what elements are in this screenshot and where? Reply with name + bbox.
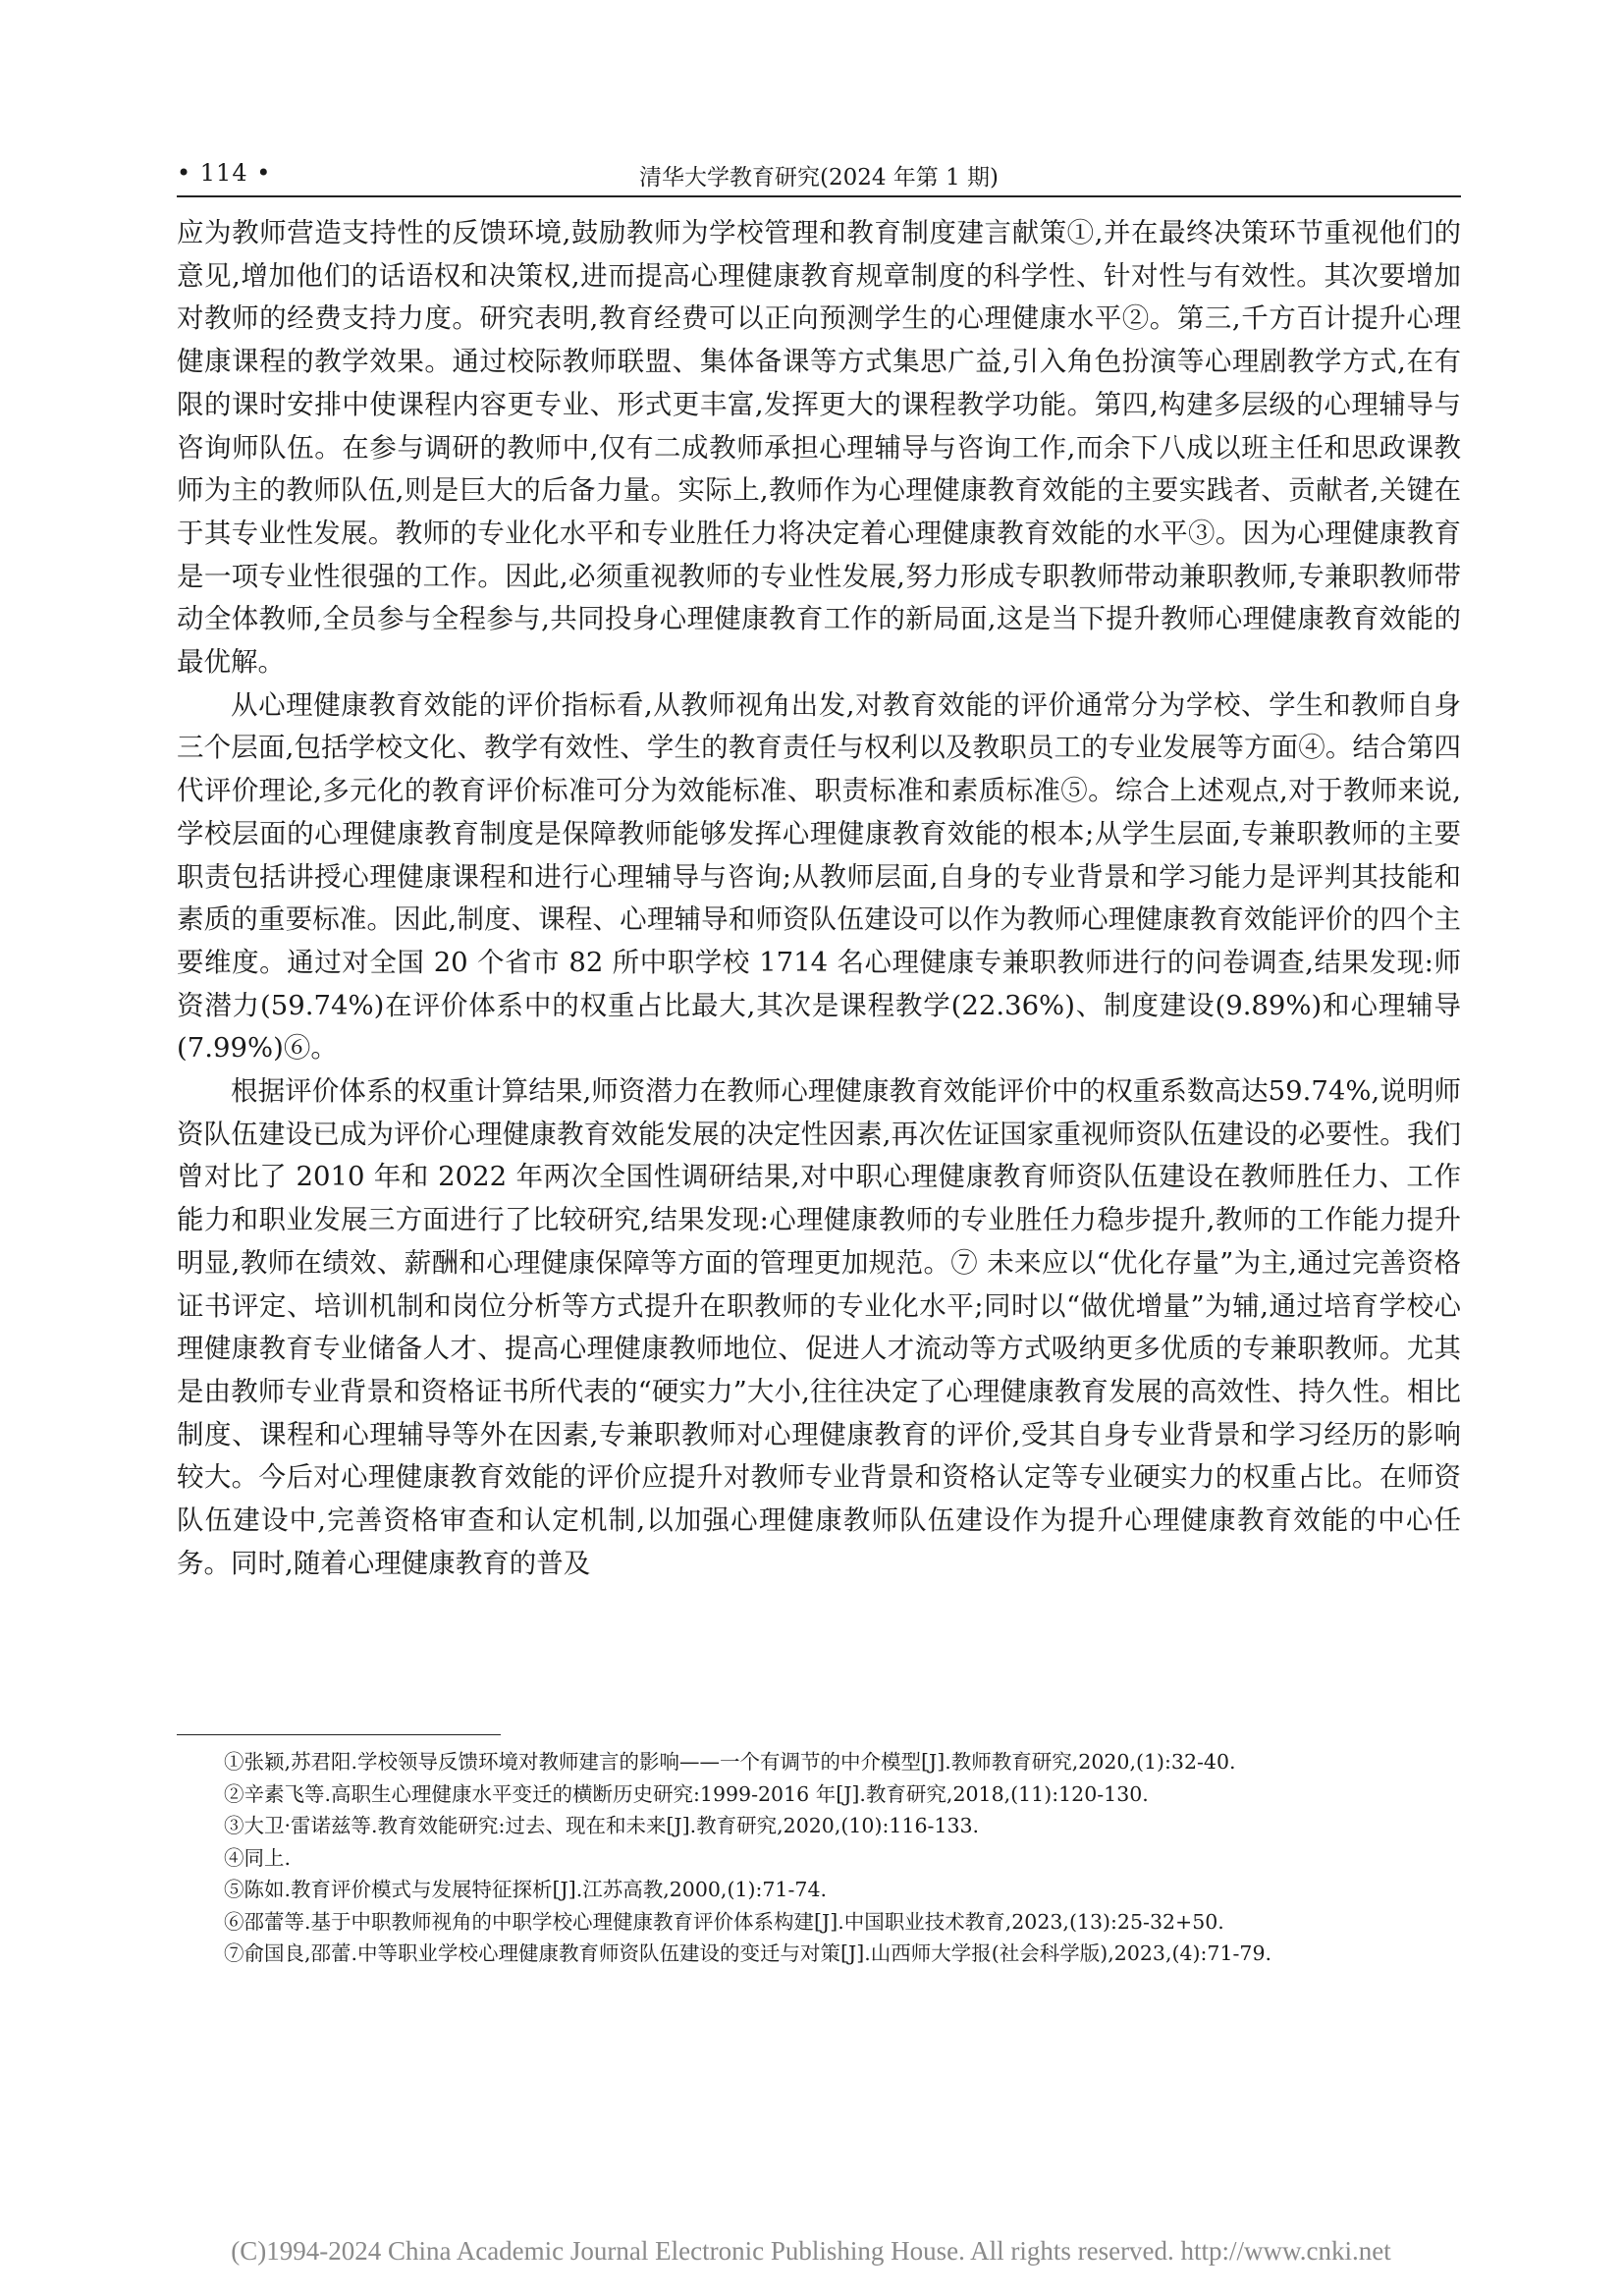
running-header <box>177 147 1461 194</box>
footnote-4: ④同上. <box>224 1845 292 1870</box>
page-number: • 114 • <box>177 159 272 187</box>
footnote-2: ②辛素飞等.高职生心理健康水平变迁的横断历史研究:1999-2016 年[J].教育研究,2018,(11):120-130. <box>224 1781 1149 1806</box>
footnote-7: ⑦俞国良,邵蕾.中等职业学校心理健康教育师资队伍建设的变迁与对策[J].山西师大学报(社会科学版),2023,(4):71-79. <box>224 1941 1272 1965</box>
footnote-rule <box>177 1734 501 1735</box>
footnote-1: ①张颖,苏君阳.学校领导反馈环境对教师建言的影响——一个有调节的中介模型[J].教师教育研究,2020,(1):32-40. <box>224 1750 1236 1774</box>
footnote-6: ⑥邵蕾等.基于中职教师视角的中职学校心理健康教育评价体系构建[J].中国职业技术教育,2023,(13):25-32+50. <box>224 1909 1224 1934</box>
body-text <box>177 212 1461 1586</box>
paragraph-1: 应为教师营造支持性的反馈环境,鼓励教师为学校管理和教育制度建言献策①,并在最终决策环节重视他们的意见,增加他们的话语权和决策权,进而提高心理健康教育规章制度的科学性、针对性与有效性。其次要增加对教师的经费支持力度。研究表明,教育经费可以正向预测学生的心理健康水平②。第三,千方百计提升心理健康课程的教学效果。通过校际教师联盟、集体备课等方式集思广益,引入角色扮演等心理剧教学方式,在有限的课时安排中使课程内容更专业、形式更丰富,发挥更大的课程教学功能。第四,构建多层级的心理辅导与咨询师队伍。在参与调研的教师中,仅有二成教师承担心理辅导与咨询工作,而余下八成以班主任和思政课教师为主的教师队伍,则是巨大的后备力量。实际上,教师作为心理健康教育效能的主要实践者、贡献者,关键在于其专业性发展。教师的专业化水平和专业胜任力将决定着心理健康教育效能的水平③。因为心理健康教育是一项专业性很强的工作。因此,必须重视教师的专业性发展,努力形成专职教师带动兼职教师,专兼职教师带动全体教师,全员参与全程参与,共同投身心理健康教育工作的新局面,这是当下提升教师心理健康教育效能的最优解。 <box>177 217 1461 679</box>
header-rule <box>177 195 1461 197</box>
paragraph-3: 根据评价体系的权重计算结果,师资潜力在教师心理健康教育效能评价中的权重系数高达59.74%,说明师资队伍建设已成为评价心理健康教育效能发展的决定性因素,再次佐证国家重视师资队伍建设的必要性。我们曾对比了 2010 年和 2022 年两次全国性调研结果,对中职心理健康教育师资队伍建设在教师胜任力、工作能力和职业发展三方面进行了比较研究,结果发现:心理健康教师的专业胜任力稳步提升,教师的工作能力提升明显,教师在绩效、薪酬和心理健康保障等方面的管理更加规范。⑦ 未来应以“优化存量”为主,通过完善资格证书评定、培训机制和岗位分析等方式提升在职教师的专业化水平;同时以“做优增量”为辅,通过培育学校心理健康教育专业储备人才、提高心理健康教师地位、促进人才流动等方式吸纳更多优质的专兼职教师。尤其是由教师专业背景和资格证书所代表的“硬实力”大小,往往决定了心理健康教育发展的高效性、持久性。相比制度、课程和心理辅导等外在因素,专兼职教师对心理健康教育的评价,受其自身专业背景和学习经历的影响较大。今后对心理健康教育效能的评价应提升对教师专业背景和资格认定等专业硬实力的权重占比。在师资队伍建设中,完善资格审查和认定机制,以加强心理健康教师队伍建设作为提升心理健康教育效能的中心任务。同时,随着心理健康教育的普及 <box>177 1075 1461 1579</box>
paragraph-2: 从心理健康教育效能的评价指标看,从教师视角出发,对教育效能的评价通常分为学校、学生和教师自身三个层面,包括学校文化、教学有效性、学生的教育责任与权利以及教职员工的专业发展等方面④。结合第四代评价理论,多元化的教育评价标准可分为效能标准、职责标准和素质标准⑤。综合上述观点,对于教师来说,学校层面的心理健康教育制度是保障教师能够发挥心理健康教育效能的根本;从学生层面,专兼职教师的主要职责包括讲授心理健康课程和进行心理辅导与咨询;从教师层面,自身的专业背景和学习能力是评判其技能和素质的重要标准。因此,制度、课程、心理辅导和师资队伍建设可以作为教师心理健康教育效能评价的四个主要维度。通过对全国 20 个省市 82 所中职学校 1714 名心理健康专兼职教师进行的问卷调查,结果发现:师资潜力(59.74%)在评价体系中的权重占比最大,其次是课程教学(22.36%)、制度建设(9.89%)和心理辅导(7.99%)⑥。 <box>177 688 1461 1065</box>
journal-title: 清华大学教育研究(2024 年第 1 期) <box>638 165 1000 191</box>
footnote-5: ⑤陈如.教育评价模式与发展特征探析[J].江苏高教,2000,(1):71-74. <box>224 1878 828 1901</box>
footnote-3: ③大卫·雷诺兹等.教育效能研究:过去、现在和未来[J].教育研究,2020,(10):116-133. <box>224 1814 980 1837</box>
footnotes <box>224 1746 1463 1970</box>
copyright-watermark: (C)1994-2024 China Academic Journal Electronic Publishing House. All rights reserved. http://www.cnki.net <box>231 2236 1391 2266</box>
